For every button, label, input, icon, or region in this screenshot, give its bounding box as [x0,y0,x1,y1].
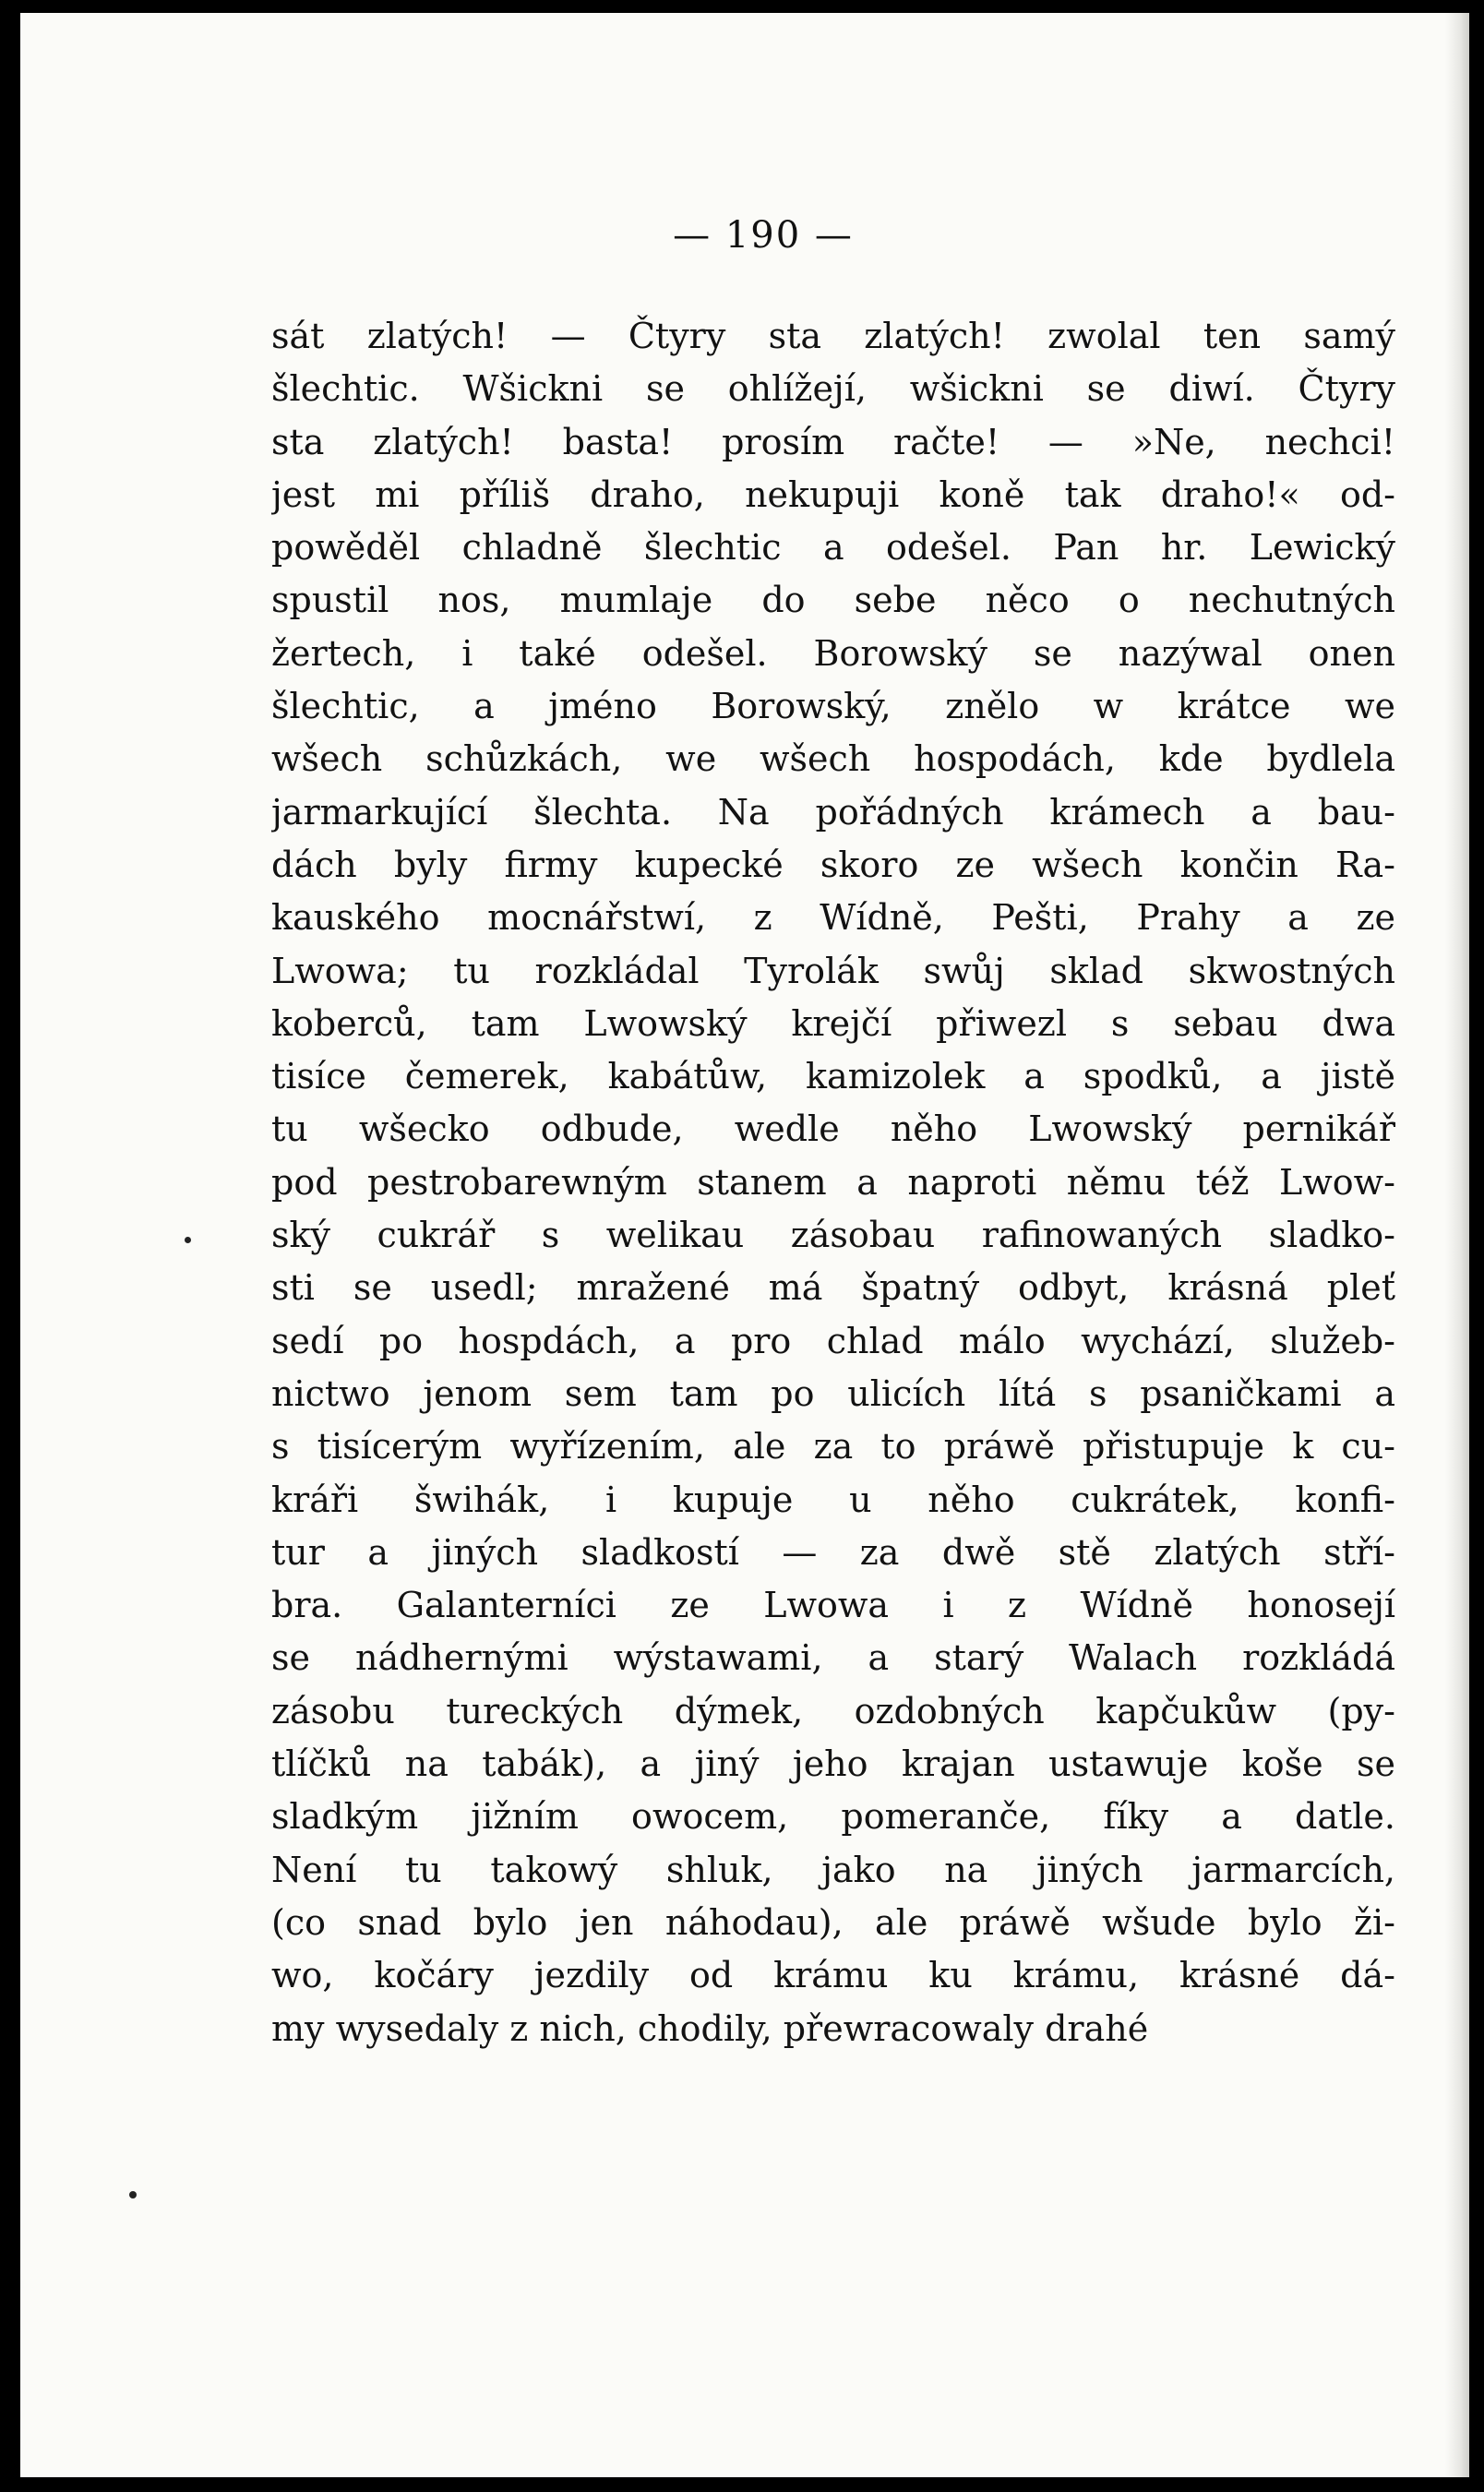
text-line: Lwowa; tu rozkládal Tyrolák swůj sklad skwostných [271,950,1395,991]
text-line: kauského mocnářstwí, z Wídně, Pešti, Prahy a ze [271,897,1395,939]
book-page [20,13,1469,2477]
text-line: sedí po hospdách, a pro chlad málo wychází, služeb- [271,1320,1395,1361]
body-text [271,310,1395,2055]
text-line: koberců, tam Lwowský krejčí přiwezl s sebau dwa [271,1002,1395,1044]
text-line: tlíčků na tabák), a jiný jeho krajan ustawuje koše se [271,1743,1395,1785]
text-line: sta zlatých! basta! prosím račte! — »Ne, nechci! [271,421,1395,462]
text-line: kráři šwihák, i kupuje u něho cukrátek, konfi- [271,1479,1395,1520]
text-line: zásobu tureckých dýmek, ozdobných kapčukůw (py- [271,1690,1395,1731]
text-line: pod pestrobarewným stanem a naproti němu též Lwow- [271,1161,1395,1203]
text-line: (co snad bylo jen náhodau), ale práwě wšude bylo ži- [271,1901,1395,1943]
text-line: Není tu takowý shluk, jako na jiných jarmarcích, [271,1849,1395,1890]
text-line: se nádhernými wýstawami, a starý Walach rozkládá [271,1637,1395,1679]
text-line: jest mi příliš draho, nekupuji koně tak draho!« od- [271,473,1395,515]
text-line: sladkým jižním owocem, pomeranče, fíky a datle. [271,1796,1395,1838]
text-line: my wysedaly z nich, chodily, přewracowaly drahé [271,2007,1149,2049]
text-line: wšech schůzkách, we wšech hospodách, kde bydlela [271,738,1395,780]
text-line: tur a jiných sladkostí — za dwě stě zlatých stří- [271,1531,1395,1573]
text-line: šlechtic, a jméno Borowský, znělo w krátce we [271,686,1395,727]
page-number: — 190 — [673,214,854,257]
text-line: s tisícerým wyřízením, ale za to práwě přistupuje k cu- [271,1426,1395,1468]
text-line: jarmarkující šlechta. Na pořádných krámech a bau- [271,791,1395,833]
page-edge-shadow [1445,13,1469,2477]
text-line: nictwo jenom sem tam po ulicích lítá s psaničkami a [271,1372,1395,1414]
text-line: dách byly firmy kupecké skoro ze wšech končin Ra- [271,844,1395,885]
text-line: ský cukrář s welikau zásobau rafinowaných sladko- [271,1215,1395,1256]
text-line: šlechtic. Wšickni se ohlížejí, wšickni se diwí. Čtyry [271,368,1395,410]
text-line: tisíce čemerek, kabátůw, kamizolek a spodků, a jistě [271,1056,1395,1097]
text-line: powěděl chladně šlechtic a odešel. Pan hr. Lewický [271,527,1395,569]
text-line: tu wšecko odbude, wedle něho Lwowský pernikář [271,1108,1395,1150]
text-line: bra. Galanterníci ze Lwowa i z Wídně honosejí [271,1585,1395,1626]
text-line: žertech, i také odešel. Borowský se nazýwal onen [271,632,1395,674]
text-line: sti se usedl; mražené má špatný odbyt, krásná pleť [271,1267,1395,1309]
text-line: sát zlatých! — Čtyry sta zlatých! zwolal ten samý [271,316,1395,356]
text-line: spustil nos, mumlaje do sebe něco o nechutných [271,580,1395,621]
print-speck [185,1237,191,1243]
print-speck [129,2191,137,2198]
text-line: wo, kočáry jezdily od krámu ku krámu, krásné dá- [271,1955,1395,1996]
